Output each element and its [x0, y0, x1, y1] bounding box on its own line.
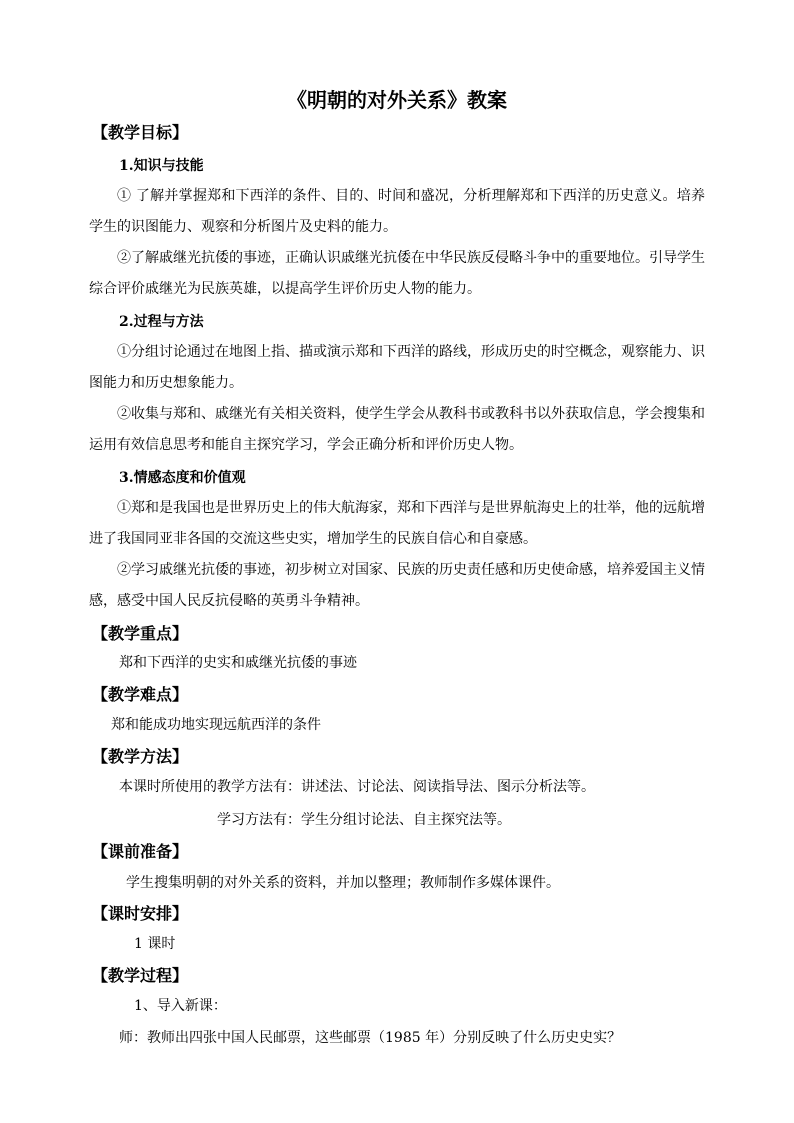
difficulty-text: 郑和能成功地实现远航西洋的条件 — [111, 717, 321, 733]
process-step-intro: 1、导入新课： — [134, 998, 227, 1014]
focus-text: 郑和下西洋的史实和戚继光抗倭的事迹 — [119, 655, 357, 671]
paragraph-process-1: ①分组讨论通过在地图上指、描或演示郑和下西洋的路线，形成历史的时空概念，观察能力、识图能力和历史想象能力。 — [89, 344, 705, 391]
methods-text-teaching: 本课时所使用的教学方法有：讲述法、讨论法、阅读指导法、图示分析法等。 — [119, 779, 595, 795]
process-teacher-question: 师：教师出四张中国人民邮票，这些邮票（1985 年）分别反映了什么历史史实？ — [119, 1030, 622, 1046]
section-heading-difficulty: 【教学难点】 — [92, 685, 189, 704]
section-heading-goals: 【教学目标】 — [92, 123, 189, 142]
subheading-knowledge: 1.知识与技能 — [119, 158, 204, 174]
section-heading-preparation: 【课前准备】 — [92, 842, 189, 861]
schedule-text: 1 课时 — [134, 936, 176, 952]
section-heading-methods: 【教学方法】 — [92, 747, 189, 766]
methods-text-learning: 学习方法有：学生分组讨论法、自主探究法等。 — [217, 812, 511, 828]
section-heading-teaching-process: 【教学过程】 — [92, 966, 189, 985]
section-heading-schedule: 【课时安排】 — [92, 904, 189, 923]
preparation-text: 学生搜集明朝的对外关系的资料，并加以整理；教师制作多媒体课件。 — [126, 875, 560, 891]
subheading-process: 2.过程与方法 — [119, 314, 204, 330]
section-heading-focus: 【教学重点】 — [92, 624, 189, 643]
paragraph-knowledge-2: ②了解戚继光抗倭的事迹，正确认识戚继光抗倭在中华民族反侵略斗争中的重要地位。引导学生综合评价戚继光为民族英雄，以提高学生评价历史人物的能力。 — [89, 250, 705, 297]
paragraph-process-2: ②收集与郑和、戚继光有关相关资料，使学生学会从教科书或教科书以外获取信息，学会搜集和运用有效信息思考和能自主探究学习，学会正确分析和评价历史人物。 — [89, 406, 705, 453]
subheading-emotion: 3.情感态度和价值观 — [119, 470, 246, 486]
paragraph-emotion-1: ①郑和是我国也是世界历史上的伟大航海家，郑和下西洋与是世界航海史上的壮举，他的远航增进了我国同亚非各国的交流这些史实，增加学生的民族自信心和自豪感。 — [89, 500, 705, 547]
document-title: 《明朝的对外关系》教案 — [287, 88, 507, 112]
paragraph-knowledge-1: ① 了解并掌握郑和下西洋的条件、目的、时间和盛况，分析理解郑和下西洋的历史意义。培养学生的识图能力、观察和分析图片及史料的能力。 — [89, 188, 705, 235]
paragraph-emotion-2: ②学习戚继光抗倭的事迹，初步树立对国家、民族的历史责任感和历史使命感，培养爱国主义情感，感受中国人民反抗侵略的英勇斗争精神。 — [89, 562, 705, 609]
